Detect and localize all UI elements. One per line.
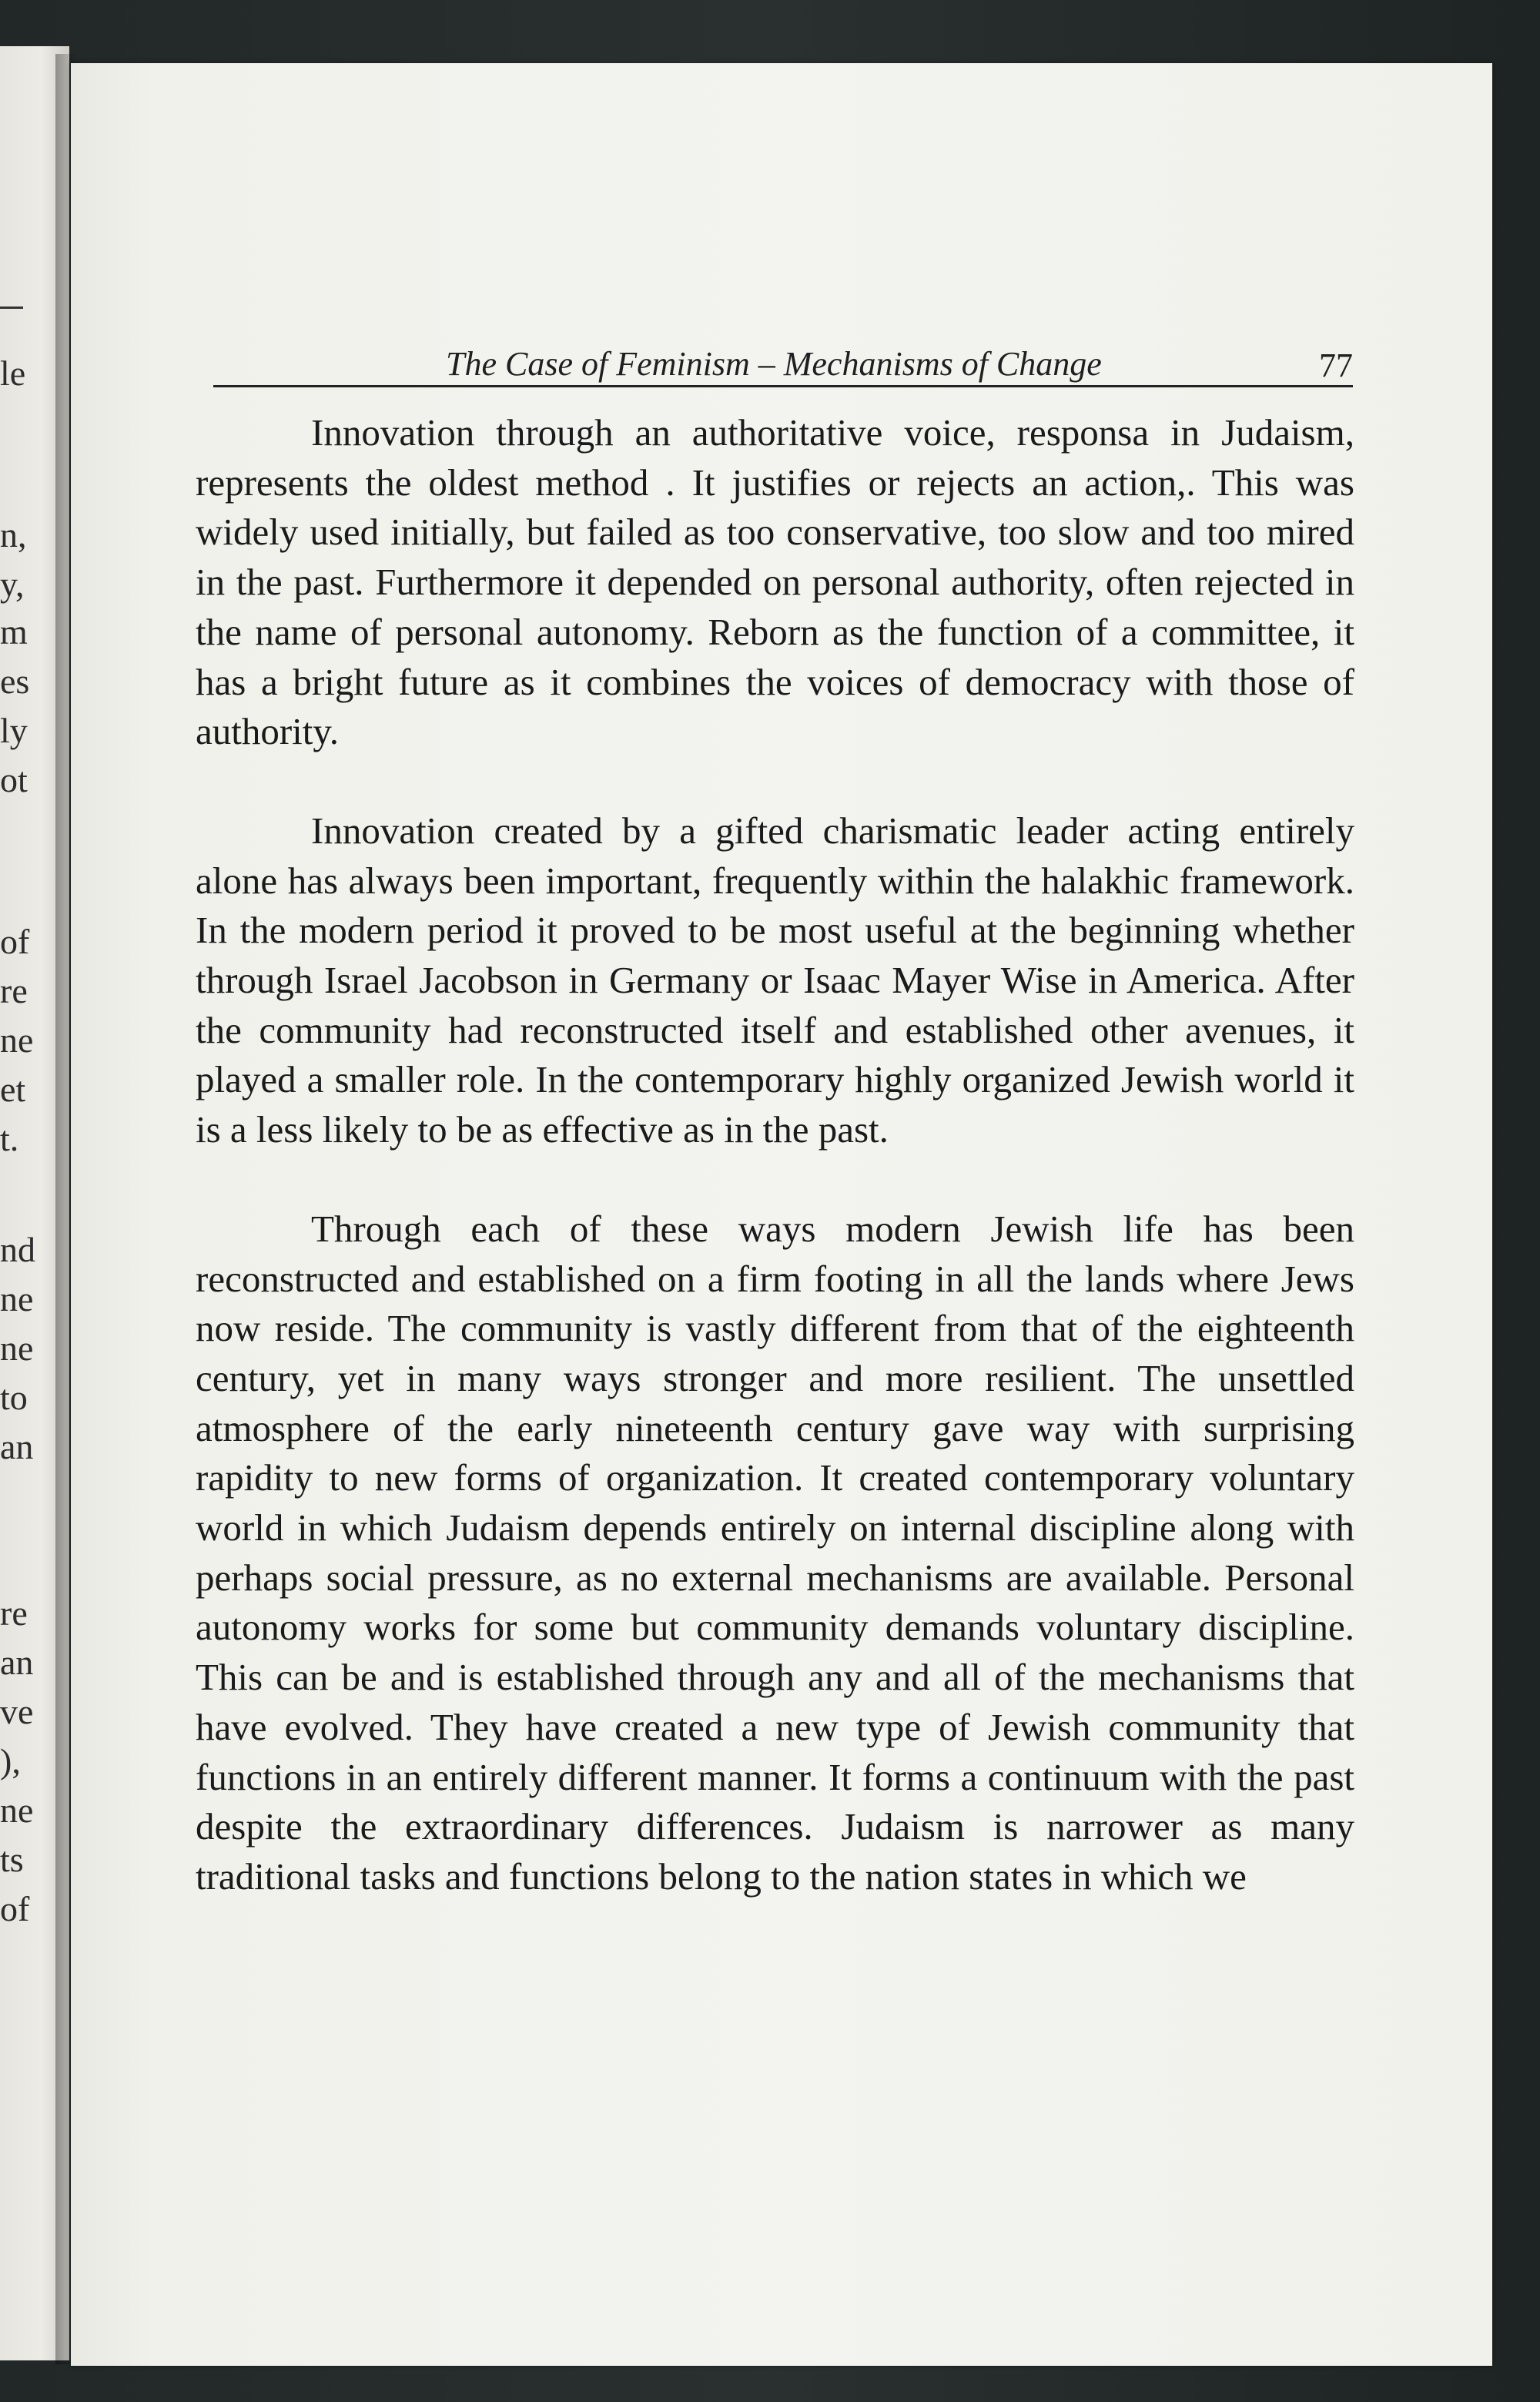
previous-page-fragment: t. <box>0 1119 19 1158</box>
previous-page-fragment: an <box>0 1427 34 1466</box>
body-text <box>196 408 1354 1902</box>
previous-page-fragment: ne <box>0 1791 34 1830</box>
previous-page-fragment: n, <box>0 515 27 554</box>
previous-page-fragment: re <box>0 1593 28 1633</box>
previous-page-fragment: m <box>0 612 28 652</box>
paragraph: Through each of these ways modern Jewish life has been reconstructed and established on a firm footing in all the lands where Jews now reside. The community is vastly different from that of the eighteenth century, yet in many ways stronger and more resilient. The unsettled atmosphere of the early nineteenth century gave way with surprising rapidity to new forms of organization. It created contemporary voluntary world in which Judaism depends entirely on internal discipline along with perhaps social pressure, as no external mechanisms are available. Personal autonomy works for some but community demands voluntary discipline. This can be and is established through any and all of the mechanisms that have evolved. They have created a new type of Jewish community that functions in an entirely different manner. It forms a continuum with the past despite the extraordinary differences. Judaism is narrower as many traditional tasks and functions belong to the nation states in which we <box>196 1207 1354 1898</box>
header-rule <box>213 385 1353 387</box>
previous-page-fragment: to <box>0 1378 28 1417</box>
book-page <box>71 63 1492 2366</box>
running-title: The Case of Feminism – Mechanisms of Change <box>446 345 1102 383</box>
previous-page-fragment: le <box>0 353 26 393</box>
page-number: 77 <box>1319 347 1353 384</box>
previous-page-fragment: re <box>0 971 28 1010</box>
previous-page-fragment: of <box>0 1889 30 1928</box>
previous-page-fragment: ), <box>0 1741 21 1781</box>
previous-page-fragment: ly <box>0 711 28 750</box>
previous-page-fragment: ts <box>0 1840 24 1879</box>
previous-page-fragment: of <box>0 922 30 961</box>
paragraph: Innovation created by a gifted charismatic leader acting entirely alone has always been important, frequently within the halakhic framework. In the modern period it proved to be most useful at the beginning whether through Israel Jacobson in Germany or Isaac Mayer Wise in America. After the community had reconstructed itself and established other avenues, it played a smaller role. In the contemporary highly organized Jewish world it is a less likely to be as effective as in the past. <box>196 809 1354 1151</box>
previous-page-fragment: y, <box>0 564 25 604</box>
paragraph: Innovation through an authoritative voice, responsa in Judaism, represents the oldest method . It justifies or rejects an action,. This was widely used initially, but failed as too conservative, too slow and too mired in the past. Furthermore it depended on personal authority, often rejected in the name of personal autonomy. Reborn as the function of a committee, it has a bright future as it combines the voices of democracy with those of authority. <box>196 411 1354 753</box>
running-head <box>213 343 1353 389</box>
previous-page-fragment: ne <box>0 1279 34 1318</box>
previous-page-fragment: ot <box>0 760 28 799</box>
previous-page-fragment: nd <box>0 1230 35 1269</box>
previous-page-fragment: ve <box>0 1692 34 1731</box>
previous-page-fragment: ne <box>0 1328 34 1368</box>
previous-page-fragment: es <box>0 662 30 701</box>
previous-page-rule <box>0 307 23 309</box>
previous-page-fragment: ne <box>0 1020 34 1060</box>
previous-page-fragment: an <box>0 1643 34 1682</box>
previous-page-fragment: et <box>0 1070 26 1109</box>
